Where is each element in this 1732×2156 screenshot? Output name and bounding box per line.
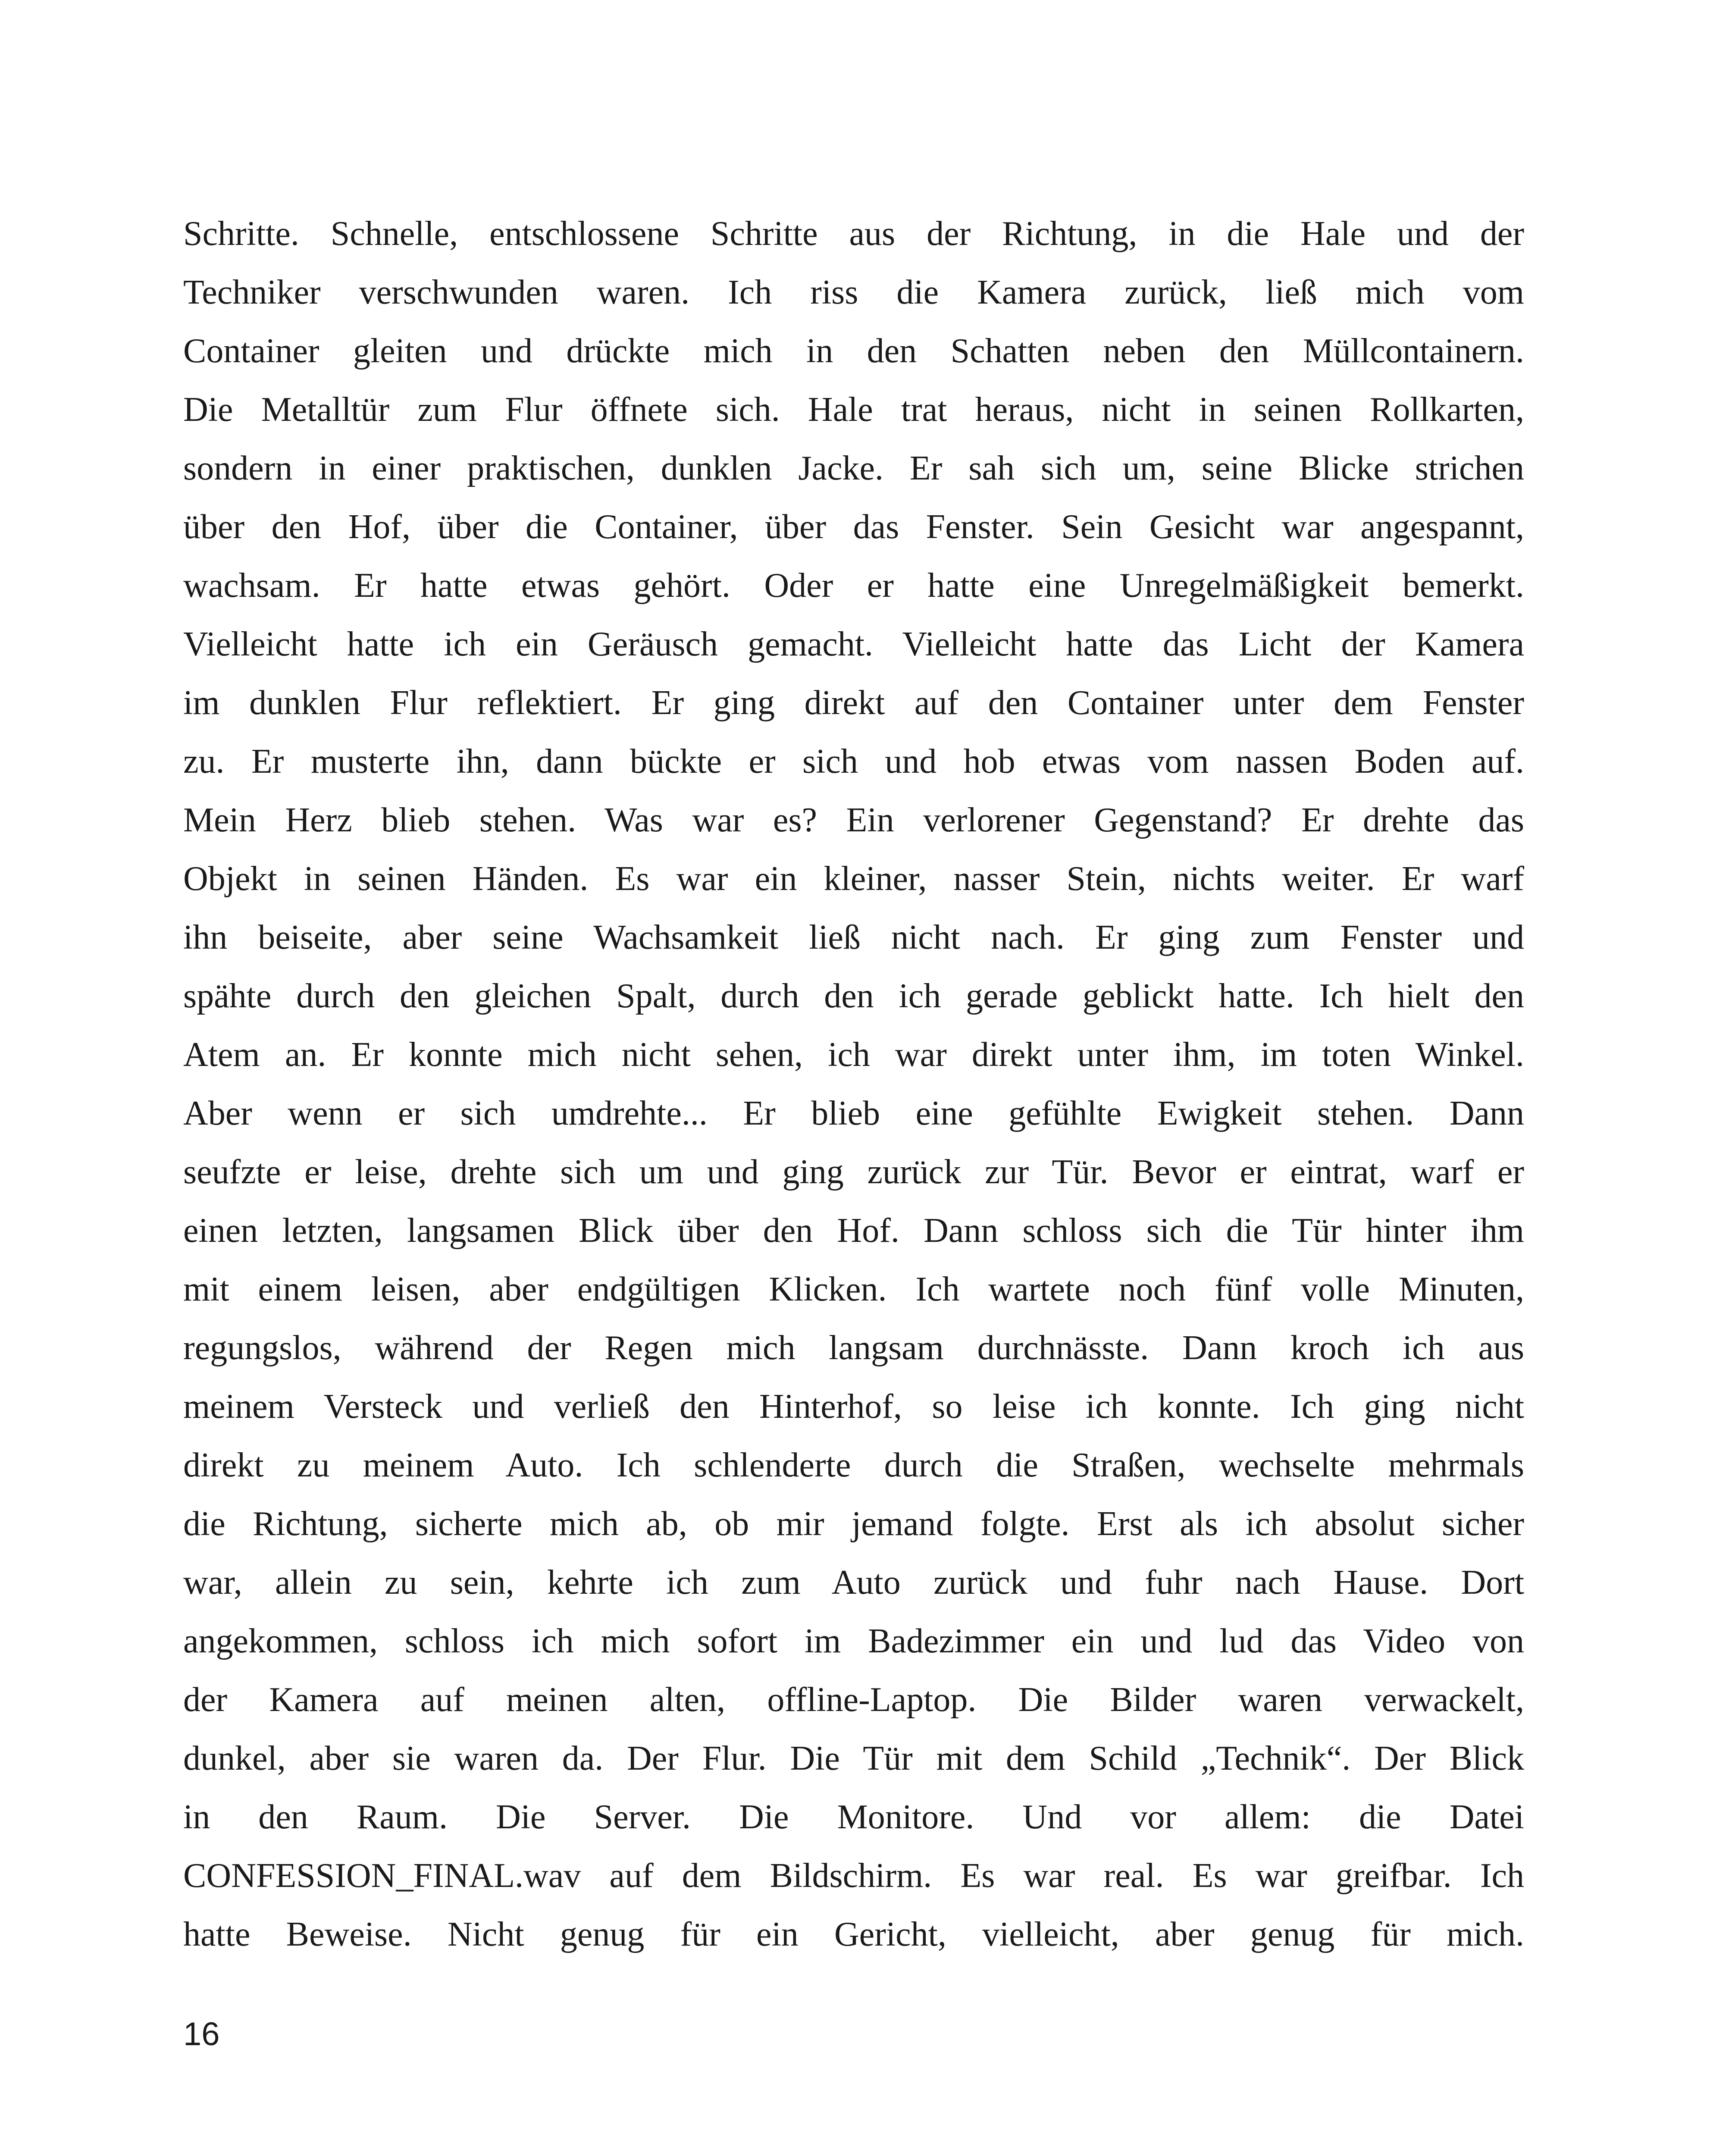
text-line: sondern in einer praktischen, dunklen Jacke. Er sah sich um, seine Blicke strichen: [183, 449, 1524, 487]
page-number: 16: [183, 2016, 220, 2053]
text-line: Schritte. Schnelle, entschlossene Schritte aus der Richtung, in die Hale und der: [183, 215, 1524, 253]
text-line: Techniker verschwunden waren. Ich riss die Kamera zurück, ließ mich vom: [183, 273, 1524, 311]
text-line: meinem Versteck und verließ den Hinterhof, so leise ich konnte. Ich ging nicht: [183, 1388, 1524, 1426]
text-line: im dunklen Flur reflektiert. Er ging direkt auf den Container unter dem Fenster: [183, 684, 1524, 722]
text-line: CONFESSION_FINAL.wav auf dem Bildschirm. Es war real. Es war greifbar. Ich: [183, 1857, 1524, 1895]
text-line: spähte durch den gleichen Spalt, durch den ich gerade geblickt hatte. Ich hielt den: [183, 977, 1524, 1015]
text-line: regungslos, während der Regen mich langsam durchnässte. Dann kroch ich aus: [183, 1329, 1524, 1367]
text-line: direkt zu meinem Auto. Ich schlenderte durch die Straßen, wechselte mehrmals: [183, 1446, 1524, 1484]
text-line: Die Metalltür zum Flur öffnete sich. Hale trat heraus, nicht in seinen Rollkarten,: [183, 391, 1524, 429]
text-line: Objekt in seinen Händen. Es war ein kleiner, nasser Stein, nichts weiter. Er warf: [183, 860, 1524, 898]
text-line: Container gleiten und drückte mich in den Schatten neben den Müllcontainern.: [183, 332, 1524, 370]
body-text: [183, 204, 1524, 1964]
text-line: in den Raum. Die Server. Die Monitore. Und vor allem: die Datei: [183, 1798, 1524, 1836]
text-line: wachsam. Er hatte etwas gehört. Oder er hatte eine Unregelmäßigkeit bemerkt.: [183, 567, 1524, 605]
text-line: einen letzten, langsamen Blick über den Hof. Dann schloss sich die Tür hinter ihm: [183, 1212, 1524, 1250]
text-line: Vielleicht hatte ich ein Geräusch gemacht. Vielleicht hatte das Licht der Kamera: [183, 625, 1524, 663]
text-line: über den Hof, über die Container, über das Fenster. Sein Gesicht war angespannt,: [183, 508, 1524, 546]
text-line: war, allein zu sein, kehrte ich zum Auto zurück und fuhr nach Hause. Dort: [183, 1564, 1524, 1601]
text-line: der Kamera auf meinen alten, offline-Laptop. Die Bilder waren verwackelt,: [183, 1681, 1524, 1719]
text-line: zu. Er musterte ihn, dann bückte er sich und hob etwas vom nassen Boden auf.: [183, 743, 1524, 780]
text-line: ihn beiseite, aber seine Wachsamkeit ließ nicht nach. Er ging zum Fenster und: [183, 918, 1524, 956]
text-line: Aber wenn er sich umdrehte... Er blieb eine gefühlte Ewigkeit stehen. Dann: [183, 1094, 1524, 1132]
text-line: mit einem leisen, aber endgültigen Klicken. Ich wartete noch fünf volle Minuten,: [183, 1270, 1524, 1308]
text-line: angekommen, schloss ich mich sofort im Badezimmer ein und lud das Video von: [183, 1622, 1524, 1660]
text-line: hatte Beweise. Nicht genug für ein Gericht, vielleicht, aber genug für mich.: [183, 1915, 1524, 1953]
text-line: die Richtung, sicherte mich ab, ob mir jemand folgte. Erst als ich absolut sicher: [183, 1505, 1524, 1543]
text-line: Mein Herz blieb stehen. Was war es? Ein verlorener Gegenstand? Er drehte das: [183, 801, 1524, 839]
text-line: dunkel, aber sie waren da. Der Flur. Die Tür mit dem Schild „Technik“. Der Blick: [183, 1739, 1524, 1777]
text-line: Atem an. Er konnte mich nicht sehen, ich war direkt unter ihm, im toten Winkel.: [183, 1036, 1524, 1074]
text-line: seufzte er leise, drehte sich um und ging zurück zur Tür. Bevor er eintrat, warf er: [183, 1153, 1524, 1191]
